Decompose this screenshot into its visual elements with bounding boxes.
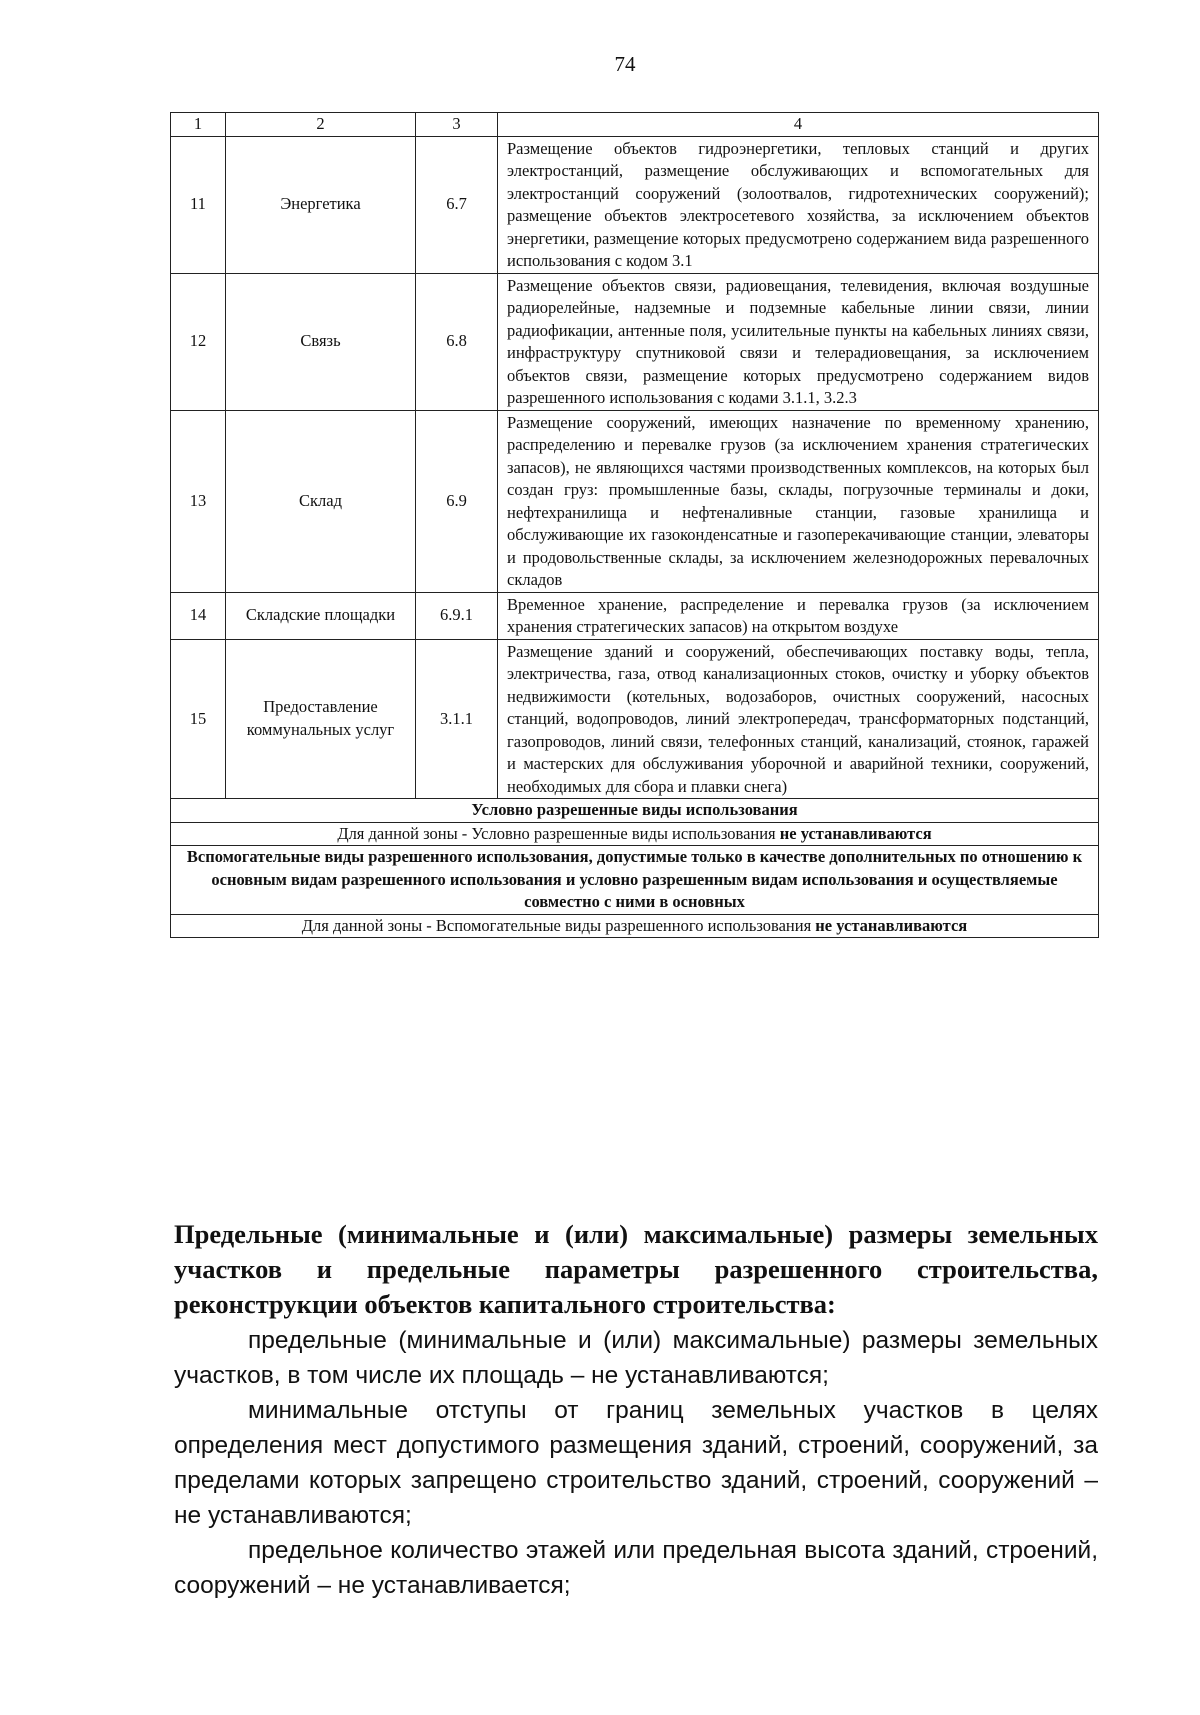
use-type-name: Связь (226, 273, 416, 410)
row-number: 11 (171, 136, 226, 273)
use-type-code: 3.1.1 (416, 639, 498, 799)
conditional-uses-title: Условно разрешенные виды использования (171, 799, 1099, 823)
header-cell: 3 (416, 113, 498, 137)
use-type-name: Энергетика (226, 136, 416, 273)
row-number: 12 (171, 273, 226, 410)
row-number: 13 (171, 410, 226, 592)
use-type-description: Размещение объектов связи, радиовещания, телевидения, включая воздушные радиорелейные, надземные и подземные кабельные линии связи, линии радиофикации, антенные поля, усилительные пункты на кабельных линиях связи, инфраструктуру спутниковой связи и телерадиовещания, за исключением объектов связи, размещение которых предусмотрено содержанием видов разрешенного использования с кодами 3.1.1, 3.2.3 (498, 273, 1099, 410)
use-type-code: 6.9.1 (416, 592, 498, 639)
use-type-description: Размещение зданий и сооружений, обеспечивающих поставку воды, тепла, электричества, газа, отвод канализационных стоков, очистку и уборку объектов недвижимости (котельных, водозаборов, очистных сооружений, насосных станций, водопроводов, линий электропередач, трансформаторных подстанций, газопроводов, линий связи, телефонных станций, канализаций, стоянок, гаражей и мастерских для обслуживания уборочной и аварийной техники, сооружений, необходимых для сбора и плавки снега) (498, 639, 1099, 799)
auxiliary-uses-title: Вспомогательные виды разрешенного использования, допустимые только в качестве дополнительных по отношению к основным видам разрешенного использования и условно разрешенным видам использования и осуществляемые совместно с ними в основных (171, 846, 1099, 915)
use-type-code: 6.7 (416, 136, 498, 273)
auxiliary-uses-title-row (171, 846, 1099, 915)
auxiliary-uses-note (171, 914, 1099, 938)
conditional-uses-title-row (171, 799, 1099, 823)
use-type-name: Склад (226, 410, 416, 592)
paragraph: предельное количество этажей или предельная высота зданий, строений, сооружений – не устанавливается; (174, 1537, 1098, 1599)
table-row (171, 273, 1099, 410)
auxiliary-uses-note-text: Для данной зоны - Вспомогательные виды разрешенного использования (301, 915, 816, 935)
auxiliary-uses-note-row (171, 914, 1099, 938)
table-row (171, 639, 1099, 799)
use-type-code: 6.9 (416, 410, 498, 592)
auxiliary-uses-note-status: не устанавливаются (815, 915, 968, 935)
use-type-name: Складские площадки (226, 592, 416, 639)
header-cell: 1 (171, 113, 226, 137)
paragraph: предельные (минимальные и (или) максимальные) размеры земельных участков, в том числе их площадь – не устанавливаются; (174, 1327, 1098, 1389)
paragraph: минимальные отступы от границ земельных участков в целях определения мест допустимого размещения зданий, строений, сооружений, за пределами которых запрещено строительство зданий, строений, сооружений – не устанавливаются; (174, 1397, 1098, 1529)
section-heading: Предельные (минимальные и (или) максимальные) размеры земельных участков и предельные параметры разрешенного строительства, реконструкции объектов капитального строительства: (174, 1219, 1098, 1319)
use-type-code: 6.8 (416, 273, 498, 410)
table-row (171, 136, 1099, 273)
use-type-name: Предоставление коммунальных услуг (226, 639, 416, 799)
table-row (171, 592, 1099, 639)
page-number: 74 (614, 52, 636, 76)
row-number: 14 (171, 592, 226, 639)
conditional-uses-note-status: не устанавливаются (779, 823, 932, 843)
header-cell: 2 (226, 113, 416, 137)
use-type-description: Временное хранение, распределение и перевалка грузов (за исключением хранения стратегических запасов) на открытом воздухе (498, 592, 1099, 639)
land-use-table (170, 112, 1099, 938)
header-cell: 4 (498, 113, 1099, 137)
conditional-uses-note-text: Для данной зоны - Условно разрешенные виды использования (337, 823, 780, 843)
conditional-uses-note-row (171, 822, 1099, 846)
conditional-uses-note (171, 822, 1099, 846)
row-number: 15 (171, 639, 226, 799)
use-type-description: Размещение объектов гидроэнергетики, тепловых станций и других электростанций, размещение обслуживающих и вспомогательных для электростанций сооружений (золоотвалов, гидротехнических сооружений); размещение объектов электросетевого хозяйства, за исключением объектов энергетики, размещение которых предусмотрено содержанием вида разрешенного использования с кодом 3.1 (498, 136, 1099, 273)
table-header-row (171, 113, 1099, 137)
table-row (171, 410, 1099, 592)
parameters-text (174, 1323, 1098, 1603)
use-type-description: Размещение сооружений, имеющих назначение по временному хранению, распределению и перевалке грузов (за исключением хранения стратегических запасов), не являющихся частями производственных комплексов, на которых был создан груз: промышленные базы, склады, погрузочные терминалы и доки, нефтехранилища и нефтеналивные станции, газовые хранилища и обслуживающие их газоконденсатные и газоперекачивающие станции, элеваторы и продовольственные склады, за исключением железнодорожных перевалочных складов (498, 410, 1099, 592)
